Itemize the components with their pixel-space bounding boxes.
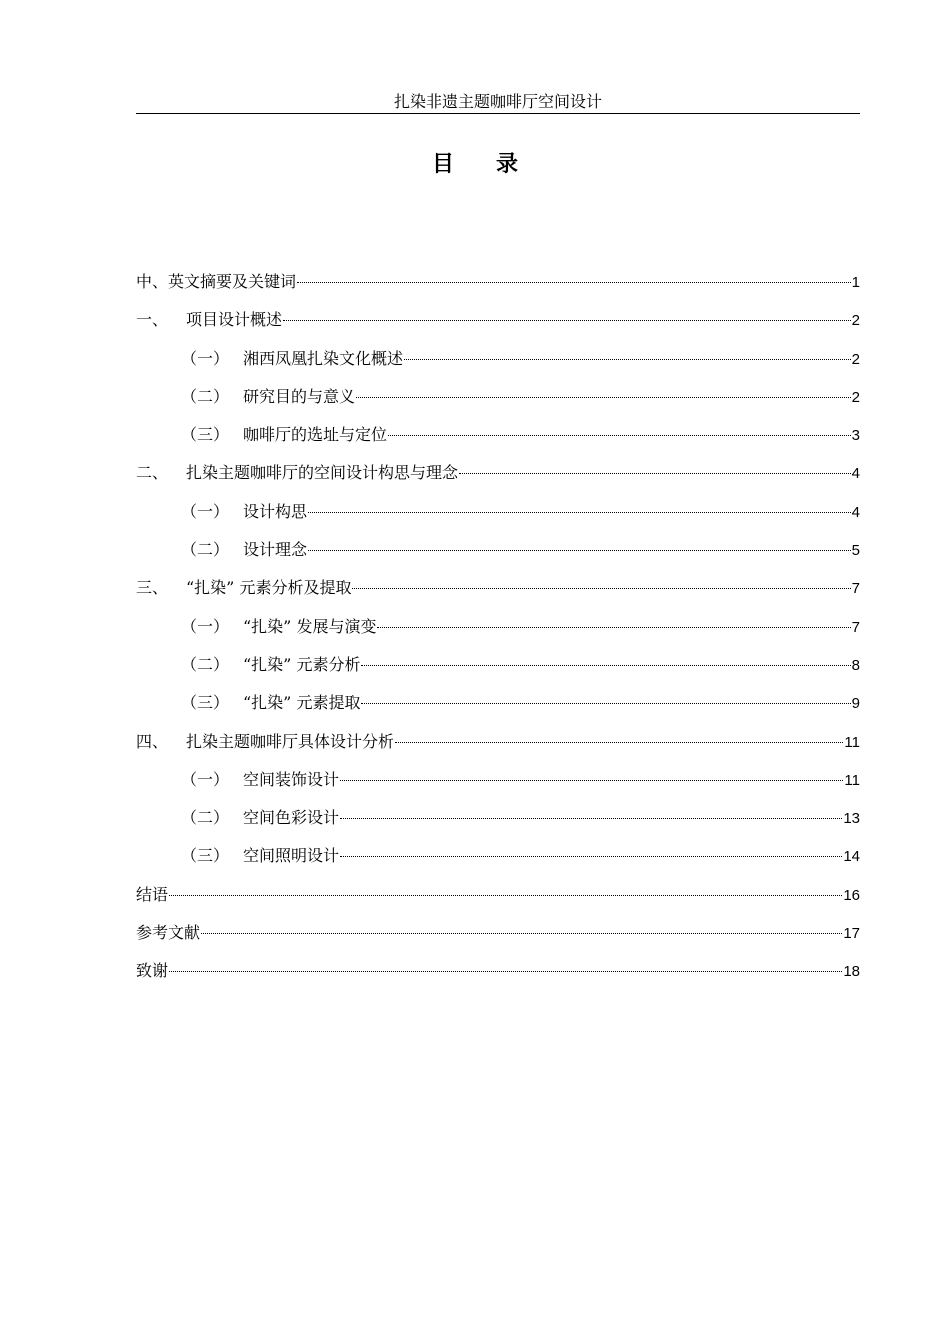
toc-dot-leader xyxy=(361,665,850,666)
toc-entry-label: 设计构思 xyxy=(243,501,308,521)
toc-entry[interactable] xyxy=(136,729,860,767)
toc-entry[interactable] xyxy=(136,537,860,575)
toc-entry-label: 结语 xyxy=(136,884,169,904)
toc-entry-page-number: 17 xyxy=(843,925,860,943)
toc-entry-page-number: 13 xyxy=(843,810,860,828)
toc-dot-leader xyxy=(283,320,851,321)
toc-entry-number: （二） xyxy=(181,654,230,674)
toc-entry[interactable] xyxy=(136,652,860,690)
toc-entry-page-number: 1 xyxy=(851,274,860,291)
toc-entry-label: 中、英文摘要及关键词 xyxy=(136,272,297,291)
toc-title xyxy=(0,150,950,178)
toc-dot-leader xyxy=(340,780,843,781)
toc-dot-leader xyxy=(201,933,842,934)
toc-entry-number: （一） xyxy=(181,501,230,521)
toc-entry-page-number: 16 xyxy=(843,886,860,904)
toc-entry-label: 项目设计概述 xyxy=(186,310,283,330)
toc-entry-label: 扎染主题咖啡厅的空间设计构思与理念 xyxy=(186,463,459,483)
toc-entry[interactable] xyxy=(136,805,860,843)
toc-entry-page-number: 4 xyxy=(851,503,860,521)
toc-entry-label: 扎染主题咖啡厅具体设计分析 xyxy=(186,731,395,751)
toc-dot-leader xyxy=(404,359,851,360)
toc-entry[interactable] xyxy=(136,690,860,728)
toc-entry-page-number: 3 xyxy=(851,427,860,445)
toc-entry-page-number: 7 xyxy=(851,580,860,598)
toc-entry-number: （三） xyxy=(181,425,230,445)
toc-entry-label: 参考文献 xyxy=(136,923,201,943)
toc-entry-number: （三） xyxy=(181,693,230,713)
toc-entry-label: 空间装饰设计 xyxy=(243,769,340,789)
toc-entry-number: （三） xyxy=(181,846,230,866)
toc-entry[interactable] xyxy=(136,307,860,345)
header-rule xyxy=(136,113,860,114)
toc-entry[interactable] xyxy=(136,958,860,996)
toc-entry[interactable] xyxy=(136,269,860,307)
toc-entry-page-number: 4 xyxy=(851,465,860,483)
toc-dot-leader xyxy=(352,588,850,589)
toc-entry-page-number: 11 xyxy=(844,771,860,789)
toc-dot-leader xyxy=(297,282,851,283)
toc-entry[interactable] xyxy=(136,767,860,805)
toc-dot-leader xyxy=(308,550,851,551)
toc-entry[interactable] xyxy=(136,460,860,498)
toc-entry-label: 空间色彩设计 xyxy=(243,808,340,828)
toc-entry-label: 研究目的与意义 xyxy=(243,386,356,406)
toc-dot-leader xyxy=(340,856,842,857)
toc-entry-label: “扎染” 发展与演变 xyxy=(243,616,377,636)
toc-entry[interactable] xyxy=(136,920,860,958)
toc-entry-number: （二） xyxy=(181,808,230,828)
toc-entry-number: （一） xyxy=(181,348,230,368)
toc-entry-label: “扎染” 元素分析 xyxy=(243,654,361,674)
toc-title-char-2: 录 xyxy=(496,151,519,177)
toc-entry[interactable] xyxy=(136,614,860,652)
toc-entry-number: 一、 xyxy=(136,310,169,330)
toc-entry[interactable] xyxy=(136,346,860,384)
toc-entry[interactable] xyxy=(136,422,860,460)
toc-entry-number: （一） xyxy=(181,769,230,789)
toc-entry-number: （二） xyxy=(181,386,230,406)
toc-entry-page-number: 5 xyxy=(851,542,860,560)
toc-entry-label: 咖啡厅的选址与定位 xyxy=(243,425,388,445)
toc-entry-number: 二、 xyxy=(136,463,169,483)
toc-entry-label: 湘西凤凰扎染文化概述 xyxy=(243,348,404,368)
toc-entry-page-number: 7 xyxy=(851,618,860,636)
toc-entry-page-number: 11 xyxy=(844,733,860,751)
toc-dot-leader xyxy=(340,818,842,819)
toc-entry-page-number: 14 xyxy=(843,848,860,866)
toc-entry[interactable] xyxy=(136,384,860,422)
toc-dot-leader xyxy=(361,703,850,704)
toc-entry-page-number: 2 xyxy=(851,388,860,406)
running-header: 扎染非遗主题咖啡厅空间设计 xyxy=(393,92,602,111)
toc-dot-leader xyxy=(169,895,842,896)
toc-dot-leader xyxy=(388,435,851,436)
toc-dot-leader xyxy=(377,627,850,628)
toc-dot-leader xyxy=(395,742,843,743)
toc-entry[interactable] xyxy=(136,575,860,613)
toc-entry-page-number: 2 xyxy=(851,312,860,330)
toc-entry[interactable] xyxy=(136,843,860,881)
toc-entry-page-number: 9 xyxy=(851,695,860,713)
toc-entry-number: （二） xyxy=(181,540,230,560)
toc-entry-number: 三、 xyxy=(136,578,169,598)
toc-dot-leader xyxy=(308,512,851,513)
toc-title-char-1: 目 xyxy=(431,151,454,177)
toc-entry-page-number: 18 xyxy=(843,963,860,981)
toc-entry[interactable] xyxy=(136,499,860,537)
toc-entry-label: 设计理念 xyxy=(243,540,308,560)
toc-entry-label: “扎染” 元素分析及提取 xyxy=(186,578,352,598)
toc-entry-page-number: 2 xyxy=(851,350,860,368)
toc-dot-leader xyxy=(169,971,842,972)
toc-entry[interactable] xyxy=(136,882,860,920)
toc-entry-page-number: 8 xyxy=(851,656,860,674)
toc-entry-label: “扎染” 元素提取 xyxy=(243,693,361,713)
toc-dot-leader xyxy=(356,397,851,398)
toc-entry-label: 空间照明设计 xyxy=(243,846,340,866)
toc-entry-label: 致谢 xyxy=(136,961,169,981)
toc-dot-leader xyxy=(459,473,851,474)
toc-entry-number: 四、 xyxy=(136,731,169,751)
table-of-contents xyxy=(136,269,860,997)
toc-entry-number: （一） xyxy=(181,616,230,636)
